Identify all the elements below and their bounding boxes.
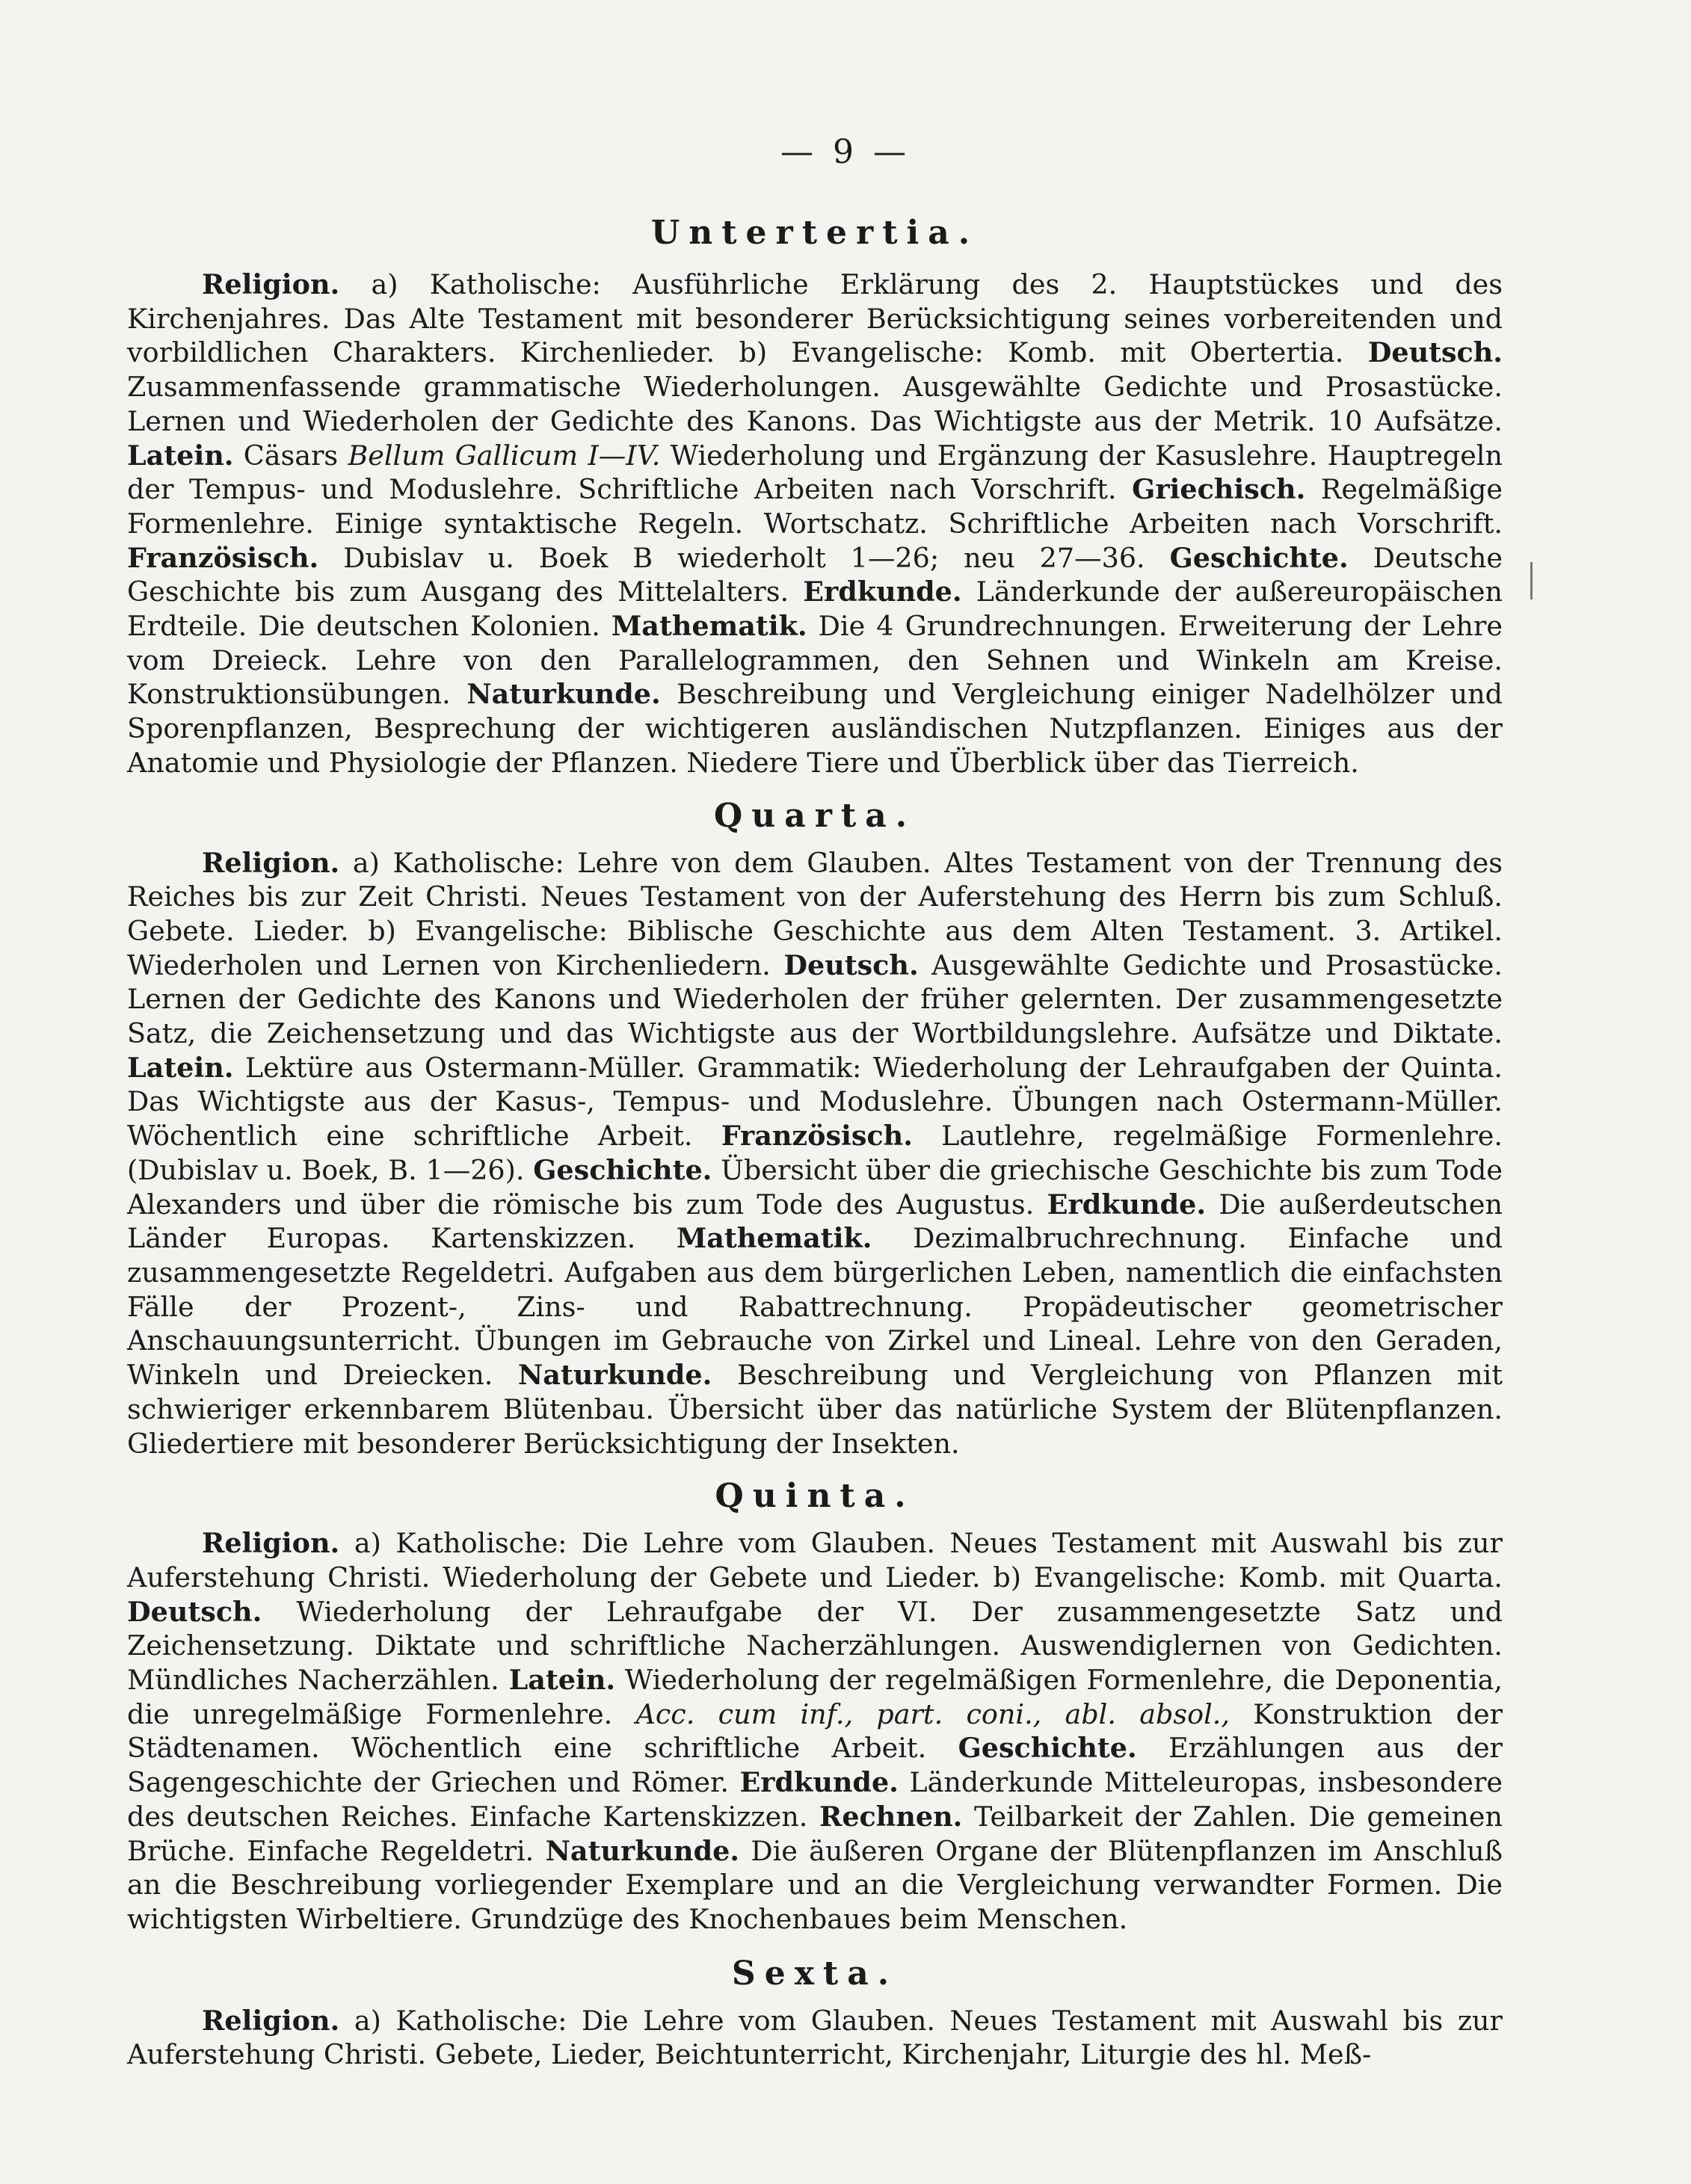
body-text: Übersicht über die griechische Geschichte bis zum Tode Alexanders und über die römische bis zum Tode des Augustus.: [127, 1153, 1503, 1221]
subject-label: Deutsch.: [783, 948, 919, 981]
page-number: — 9 —: [780, 133, 911, 171]
body-text: a) Katholische: Ausführliche Erklärung des 2. Hauptstückes und des Kirchenjahres. Das Alte Testament mit besonderer Berücksichtigung seines vorbereitenden und vorbildlichen Charakters. Kirchenlieder. b) Evangelische: Komb. mit Obertertia.: [127, 268, 1503, 369]
body-text: Beschreibung und Vergleichung einiger Nadelhölzer und Sporenpflanzen, Besprechung der wichtigeren ausländischen Nutzpflanzen. Einiges aus der Anatomie und Physiologie der Pflanzen. Niedere Tiere und Überblick über das Tierreich.: [127, 678, 1503, 779]
body-text: Beschreibung und Vergleichung von Pflanzen mit schwieriger erkennbarem Blütenbau. Übersicht über das natürliche System der Blütenpflanzen. Gliedertiere mit besonderer Berücksichtigung der Insekten.: [127, 1359, 1503, 1460]
subject-label: Religion.: [202, 1527, 340, 1560]
margin-mark: [1530, 562, 1533, 599]
body-text: a) Katholische: Lehre von dem Glauben. Altes Testament von der Trennung des Reiches bis zur Zeit Christi. Neues Testament von der Auferstehung des Herrn bis zum Schluß. Gebete. Lieder. b) Evangelische: Biblische Geschichte aus dem Alten Testament. 3. Artikel. Wiederholen und Lernen von Kirchenliedern.: [127, 846, 1503, 981]
subject-label: Griechisch.: [1132, 473, 1306, 506]
subject-label: Geschichte.: [958, 1732, 1137, 1765]
body-text: Regelmäßige Formenlehre. Einige syntaktische Regeln. Wortschatz. Schriftliche Arbeiten nach Vorschrift.: [127, 473, 1503, 540]
subject-label: Erdkunde.: [803, 576, 962, 608]
body-text: a) Katholische: Die Lehre vom Glauben. Neues Testament mit Auswahl bis zur Auferstehung Christi. Gebete, Lieder, Beichtunterricht, Kirchenjahr, Liturgie des hl. Meß-: [127, 2004, 1503, 2071]
subject-label: Naturkunde.: [517, 1359, 712, 1392]
section-heading: Quinta.: [715, 1477, 915, 1516]
text-column: [127, 196, 1503, 2072]
body-text: Konstruktion der Städtenamen. Wöchentlich eine schriftliche Arbeit.: [127, 1697, 1503, 1765]
subject-label: Latein.: [127, 439, 234, 472]
body-text: Dubislav u. Boek B wiederholt 1—26; neu 27—36.: [318, 541, 1170, 574]
subject-label: Naturkunde.: [466, 678, 661, 711]
section-heading: Untertertia.: [650, 214, 979, 252]
subject-label: Mathematik.: [676, 1222, 872, 1255]
subject-label: Mathematik.: [611, 610, 807, 643]
body-text: Deutsche Geschichte bis zum Ausgang des Mittelalters.: [127, 541, 1503, 608]
body-text: a) Katholische: Die Lehre vom Glauben. Neues Testament mit Auswahl bis zur Auferstehung Christi. Wiederholung der Gebete und Lieder. b) Evangelische: Komb. mit Quarta.: [127, 1527, 1503, 1594]
subject-label: Deutsch.: [127, 1595, 262, 1628]
body-text: Die äußeren Organe der Blütenpflanzen im Anschluß an die Beschreibung vorliegender Exemplare und an die Vergleichung verwandter Formen. Die wichtigsten Wirbeltiere. Grundzüge des Knochenbaues beim Menschen.: [127, 1834, 1503, 1935]
body-text: Teilbarkeit der Zahlen. Die gemeinen Brüche. Einfache Regeldetri.: [127, 1800, 1503, 1867]
subject-label: Religion.: [202, 846, 340, 879]
section-heading: Quarta.: [713, 796, 917, 835]
body-text: Länderkunde der außereuropäischen Erdteile. Die deutschen Kolonien.: [127, 576, 1503, 643]
section-paragraph: [127, 2004, 1503, 2072]
body-text: Lektüre aus Ostermann-Müller. Grammatik: Wiederholung der Lehraufgaben der Quinta. Das Wichtigste aus der Kasus-, Tempus- und Moduslehre. Übungen nach Ostermann-Müller. Wöchentlich eine schriftliche Arbeit.: [127, 1051, 1503, 1153]
subject-label: Latein.: [508, 1664, 616, 1697]
body-text: Lautlehre, regelmäßige Formenlehre. (Dubislav u. Boek, B. 1—26).: [127, 1120, 1503, 1186]
body-text: Wiederholung der Lehraufgabe der VI. Der zusammengesetzte Satz und Zeichensetzung. Diktate und schriftliche Nacherzählungen. Auswendiglernen von Gedichten. Mündliches Nacherzählen.: [127, 1595, 1503, 1697]
subject-label: Deutsch.: [1367, 336, 1503, 369]
subject-label: Religion.: [202, 2004, 340, 2037]
subject-label: Rechnen.: [819, 1800, 963, 1833]
body-text: Erzählungen aus der Sagengeschichte der Griechen und Römer.: [127, 1732, 1503, 1799]
latin-phrase: Acc. cum inf., part. coni., abl. absol.,: [635, 1697, 1230, 1730]
subject-label: Geschichte.: [1169, 541, 1349, 574]
body-text: Die 4 Grundrechnungen. Erweiterung der Lehre vom Dreieck. Lehre von den Parallelogrammen, den Sehnen und Winkeln am Kreise. Konstruktionsübungen.: [127, 610, 1503, 711]
subject-label: Naturkunde.: [545, 1834, 740, 1867]
body-text: Dezimalbruchrechnung. Einfache und zusammengesetzte Regeldetri. Aufgaben aus dem bürgerlichen Leben, namentlich die einfachsten Fälle der Prozent-, Zins- und Rabattrechnung. Propädeutischer geometrischer Anschauungsunterricht. Übungen im Gebrauche von Zirkel und Lineal. Lehre von den Geraden, Winkeln und Dreiecken.: [127, 1222, 1503, 1392]
body-text: Länderkunde Mitteleuropas, insbesondere des deutschen Reiches. Einfache Kartenskizzen.: [127, 1766, 1503, 1833]
body-text: Wiederholung und Ergänzung der Kasuslehre. Hauptregeln der Tempus- und Moduslehre. Schriftliche Arbeiten nach Vorschrift.: [127, 439, 1503, 506]
latin-phrase: Bellum Gallicum I—IV.: [348, 439, 661, 472]
body-text: Wiederholung der regelmäßigen Formenlehre, die Deponentia, die unregelmäßige Formenlehre.: [127, 1664, 1503, 1730]
subject-label: Geschichte.: [533, 1153, 712, 1186]
body-text: Ausgewählte Gedichte und Prosastücke. Lernen der Gedichte des Kanons und Wiederholen der früher gelernten. Der zusammengesetzte Satz, die Zeichensetzung und das Wichtigste aus der Wortbildungslehre. Aufsätze und Diktate.: [127, 948, 1503, 1050]
subject-label: Französisch.: [127, 541, 319, 574]
subject-label: Religion.: [202, 268, 340, 300]
subject-label: Französisch.: [721, 1120, 913, 1153]
section-heading: Sexta.: [731, 1954, 899, 1993]
section-paragraph: [127, 268, 1503, 780]
subject-label: Erdkunde.: [1047, 1188, 1207, 1221]
body-text: Die außerdeutschen Länder Europas. Kartenskizzen.: [127, 1188, 1503, 1255]
section-paragraph: [127, 846, 1503, 1461]
body-text: Zusammenfassende grammatische Wiederholungen. Ausgewählte Gedichte und Prosastücke. Lernen und Wiederholen der Gedichte des Kanons. Das Wichtigste aus der Metrik. 10 Aufsätze.: [127, 371, 1503, 437]
section-paragraph: [127, 1526, 1503, 1936]
subject-label: Erdkunde.: [739, 1766, 899, 1799]
subject-label: Latein.: [127, 1051, 234, 1084]
body-text: Cäsars: [233, 439, 348, 472]
